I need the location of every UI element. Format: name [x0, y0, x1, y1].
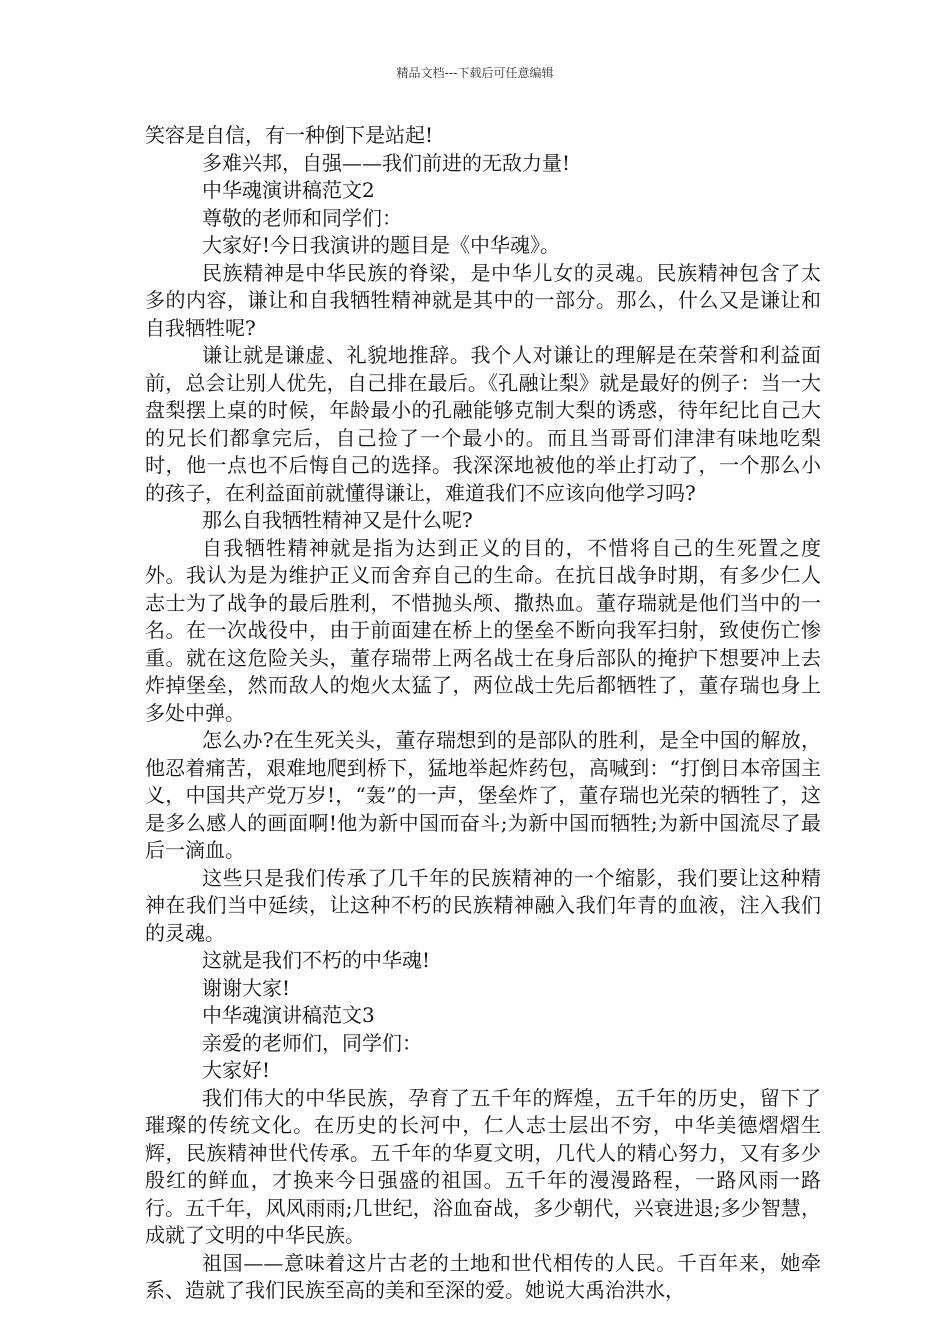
paragraph: 怎么办?在生死关头，董存瑞想到的是部队的胜利，是全中国的解放，他忍着痛苦，艰难地爬到桥下，猛地举起炸药包，高喊到：“打倒日本帝国主义，中国共产党万岁!，“轰”的一声，堡垒炸了，董存瑞也光荣的牺牲了，这是多么感人的画面啊!他为新中国而奋斗;为新中国而牺牲;为新中国流尽了最后一滴血。 [145, 728, 821, 862]
paragraph: 我们伟大的中华民族，孕育了五千年的辉煌，五千年的历史，留下了璀璨的传统文化。在历史的长河中，仁人志士层出不穷，中华美德熠熠生辉，民族精神世代传承。五千年的华夏文明，几代人的精心努力，又有多少殷红的鲜血，才换来今日强盛的祖国。五千年的漫漫路程，一路风雨一路行。五千年，风风雨雨;几世纪，浴血奋战，多少朝代，兴衰进退;多少智慧，成就了文明的中华民族。 [145, 1085, 821, 1247]
paragraph: 祖国——意味着这片古老的土地和世代相传的人民。千百年来，她牵系、造就了我们民族至高的美和至深的爱。她说大禹治洪水， [145, 1250, 821, 1302]
paragraph: 这就是我们不朽的中华魂! [202, 948, 431, 972]
paragraph: 那么自我牺牲精神又是什么呢? [202, 508, 473, 532]
paragraph: 谢谢大家! [202, 975, 291, 1000]
paragraph: 谦让就是谦虚、礼貌地推辞。我个人对谦让的理解是在荣誉和利益面前，总会让别人优先，自己排在最后。《孔融让梨》就是最好的例子：当一大盘梨摆上桌的时候，年龄最小的孔融能够克制大梨的诱惑，待年纪比自己大的兄长们都拿完后，自己捡了一个最小的。而且当哥哥们津津有味地吃梨时，他一点也不后悔自己的选择。我深深地被他的举止打动了，一个那么小的孩子，在利益面前就懂得谦让，难道我们不应该向他学习吗? [145, 343, 821, 505]
paragraph: 大家好! [202, 1058, 271, 1082]
section-title: 中华魂演讲稿范文3 [202, 1003, 375, 1027]
page-header: 精品文档---下载后可任意编辑 [396, 66, 554, 80]
salutation: 尊敬的老师和同学们： [202, 205, 402, 230]
paragraph: 笑容是自信，有一种倒下是站起! [145, 123, 434, 147]
salutation: 亲爱的老师们，同学们： [202, 1030, 422, 1055]
paragraph: 自我牺牲精神就是指为达到正义的目的，不惜将自己的生死置之度外。我认为是为维护正义而舍弃自己的生命。在抗日战争时期，有多少仁人志士为了战争的最后胜利，不惜抛头颅、撒热血。董存瑞就是他们当中的一名。在一次战役中，由于前面建在桥上的堡垒不断向我军扫射，致使伤亡惨重。就在这危险关头，董存瑞带上两名战士在身后部队的掩护下想要冲上去炸掉堡垒，然而敌人的炮火太猛了，两位战士先后都牺牲了，董存瑞也身上多处中弹。 [145, 535, 821, 725]
paragraph: 大家好!今日我演讲的题目是《中华魂》。 [202, 233, 561, 257]
section-title: 中华魂演讲稿范文2 [202, 178, 375, 202]
paragraph: 多难兴邦，自强——我们前进的无敌力量! [202, 150, 571, 175]
document-body [145, 122, 821, 1305]
paragraph: 民族精神是中华民族的脊梁，是中华儿女的灵魂。民族精神包含了太多的内容，谦让和自我牺牲精神就是其中的一部分。那么，什么又是谦让和自我牺牲呢? [145, 260, 821, 340]
paragraph: 这些只是我们传承了几千年的民族精神的一个缩影，我们要让这种精神在我们当中延续，让这种不朽的民族精神融入我们年青的血液，注入我们的灵魂。 [145, 865, 821, 945]
